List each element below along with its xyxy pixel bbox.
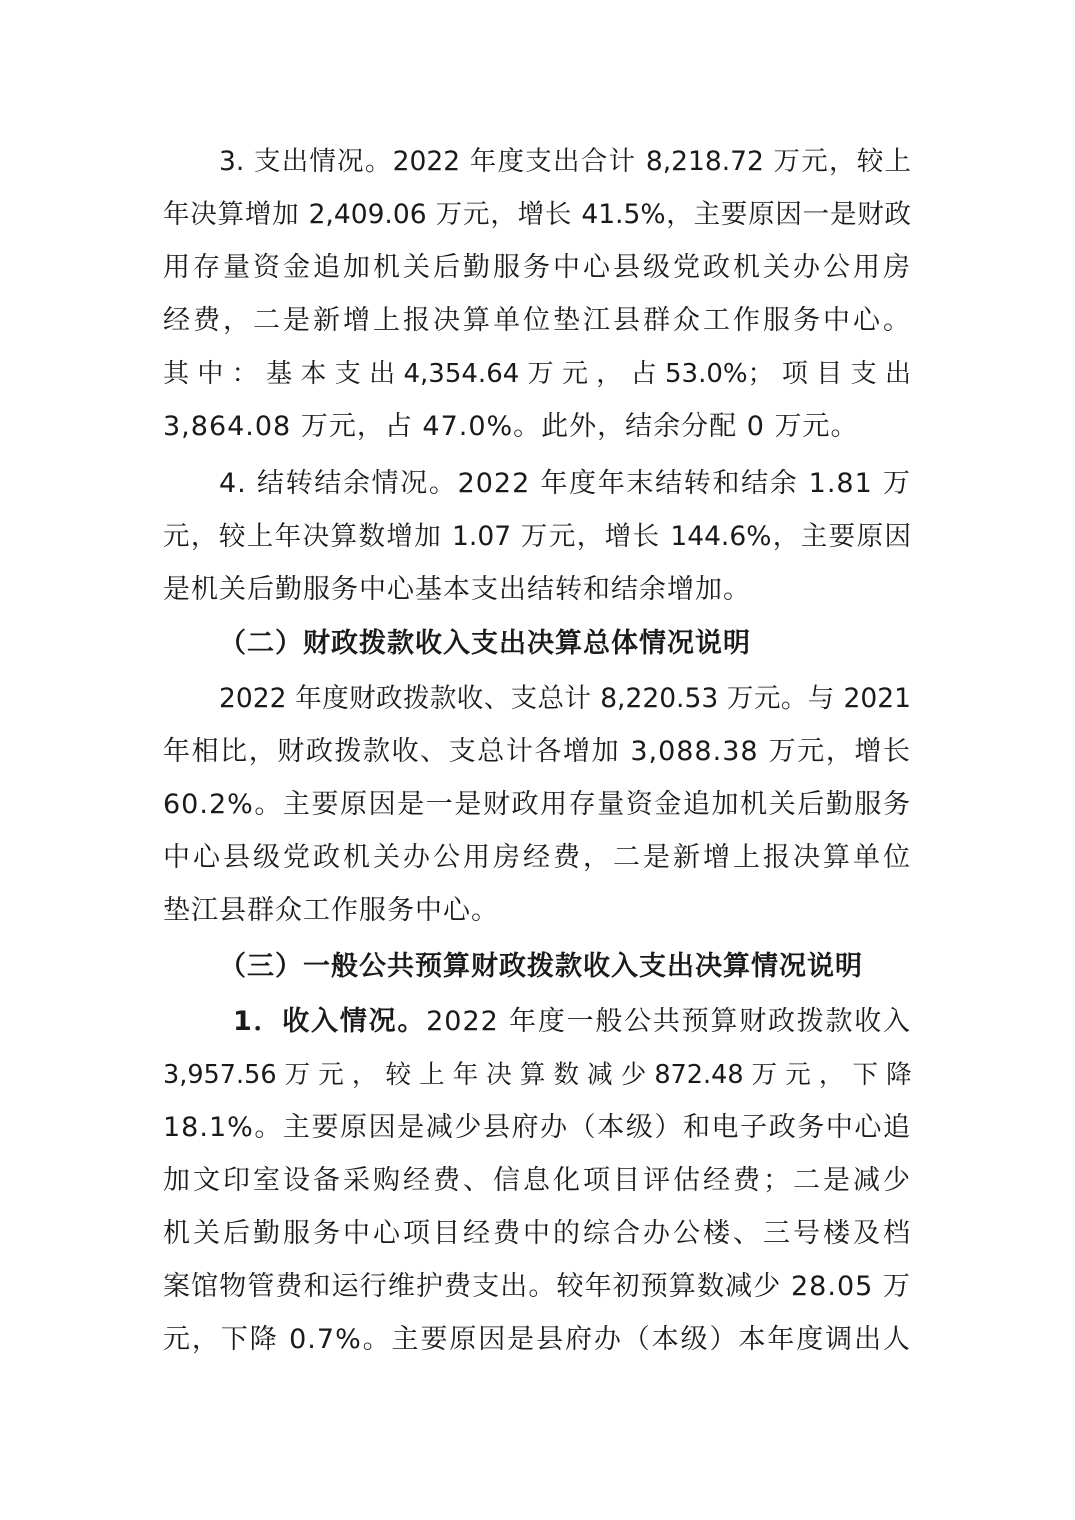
paragraph-line: 经费，二是新增上报决算单位垫江县群众工作服务中心。: [163, 305, 911, 336]
paragraph-line: 元，较上年决算数增加 1.07 万元，增长 144.6%，主要原因: [163, 521, 911, 552]
paragraph-line: 2022 年度财政拨款收、支总计 8,220.53 万元。与 2021: [219, 683, 911, 714]
subsection-lead: 1．收入情况。: [233, 1006, 427, 1037]
paragraph-line: 垫江县群众工作服务中心。: [163, 895, 499, 926]
section-heading: （二）财政拨款收入支出决算总体情况说明: [219, 628, 751, 659]
paragraph-line: 年决算增加 2,409.06 万元，增长 41.5%，主要原因一是财政: [163, 199, 911, 230]
paragraph-text: 2022 年度一般公共预算财政拨款收入: [426, 1006, 911, 1037]
paragraph-line: [233, 1002, 911, 1042]
paragraph-line: 18.1%。主要原因是减少县府办（本级）和电子政务中心追: [163, 1112, 911, 1143]
paragraph-line: 中心县级党政机关办公用房经费，二是新增上报决算单位: [163, 842, 911, 873]
paragraph-line: 年相比，财政拨款收、支总计各增加 3,088.38 万元，增长: [163, 736, 911, 767]
paragraph-line: 机关后勤服务中心项目经费中的综合办公楼、三号楼及档: [163, 1218, 911, 1249]
paragraph-line: 3,957.56 万 元 ， 较 上 年 决 算 数 减 少 872.48 万 元 ， 下 降: [163, 1060, 912, 1090]
paragraph-line: 是机关后勤服务中心基本支出结转和结余增加。: [163, 574, 751, 605]
paragraph-line: 3,864.08 万元，占 47.0%。此外，结余分配 0 万元。: [163, 411, 859, 442]
paragraph-line: 60.2%。主要原因是一是财政用存量资金追加机关后勤服务: [163, 789, 911, 820]
paragraph-line: 用存量资金追加机关后勤服务中心县级党政机关办公用房: [163, 252, 911, 283]
paragraph-line: 案馆物管费和运行维护费支出。较年初预算数减少 28.05 万: [163, 1271, 911, 1302]
section-heading: （三）一般公共预算财政拨款收入支出决算情况说明: [219, 951, 863, 982]
paragraph-line: 加文印室设备采购经费、信息化项目评估经费；二是减少: [163, 1165, 911, 1196]
paragraph-line: 元，下降 0.7%。主要原因是县府办（本级）本年度调出人: [163, 1324, 911, 1355]
paragraph-line: 4. 结转结余情况。2022 年度年末结转和结余 1.81 万: [219, 468, 911, 499]
paragraph-line: 3. 支出情况。2022 年度支出合计 8,218.72 万元，较上: [219, 146, 911, 177]
paragraph-line: 其 中 ： 基 本 支 出 4,354.64 万 元 ， 占 53.0%； 项 目 支 出: [163, 359, 911, 389]
